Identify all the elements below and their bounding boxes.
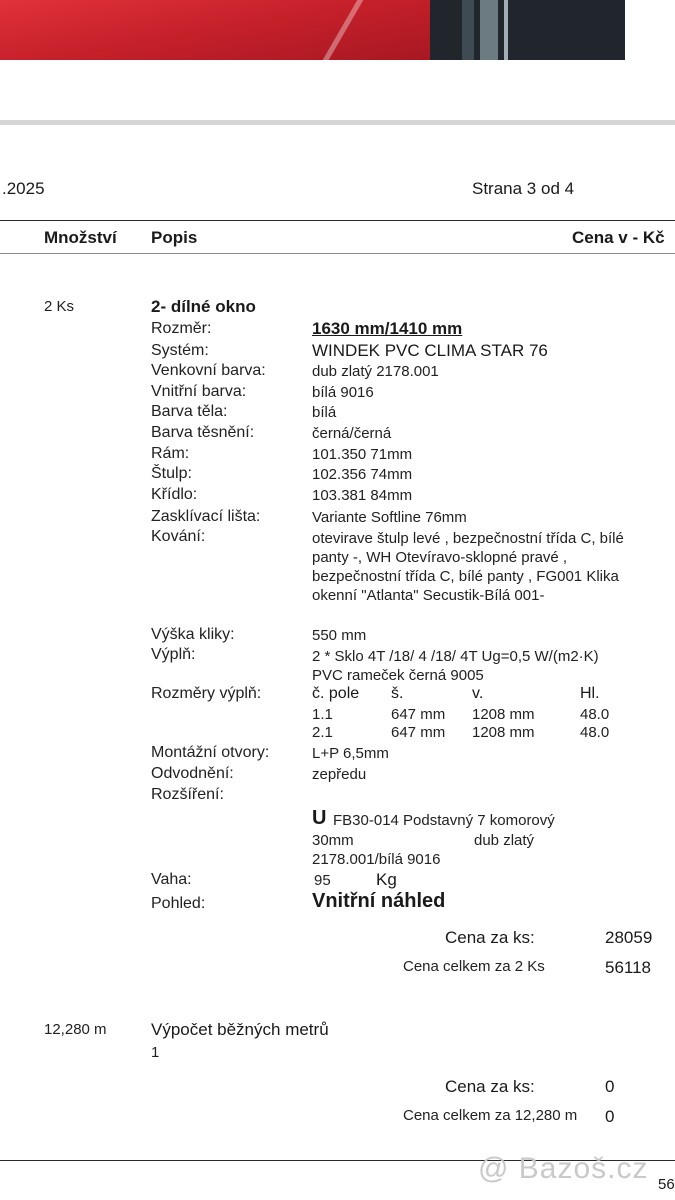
fill-row1-height: 1208 mm [472, 706, 535, 723]
product-photo [0, 0, 625, 60]
item1-total: 56118 [605, 958, 652, 977]
fill-row2-field: 2.1 [312, 724, 333, 741]
fill-row1-field: 1.1 [312, 706, 333, 723]
date-fragment: .2025 [2, 179, 45, 198]
item1-total-label: Cena celkem za 2 Ks [403, 958, 545, 975]
label-frame: Rám: [151, 445, 190, 462]
value-hardware: otevirave štulp levé , bezpečnostní třída C, bílé panty -, WH Otevíravo-sklopné pravé , bezpečnostní třída C, bílé panty , FG001 Klika okenní "Atlanta" Secustik-Bílá 001- [312, 530, 624, 604]
value-mullion: 102.356 74mm [312, 466, 413, 483]
value-drainage: zepředu [312, 766, 367, 783]
item2-total-label: Cena celkem za 12,280 m [403, 1107, 578, 1124]
item1-unit-price: 28059 [605, 928, 653, 947]
page-separator [0, 120, 675, 125]
value-weight-unit: Kg [376, 870, 397, 889]
label-handle-height: Výška kliky: [151, 626, 235, 643]
item2-total: 0 [605, 1107, 615, 1126]
value-seal-color: černá/černá [312, 425, 392, 442]
label-system: Systém: [151, 342, 209, 359]
label-hardware: Kování: [151, 528, 206, 545]
item1-quantity: 2 Ks [44, 298, 75, 315]
column-price: Cena v - Kč [572, 228, 665, 247]
column-description: Popis [151, 228, 198, 247]
value-handle-height: 550 mm [312, 627, 367, 644]
fill-row2-height: 1208 mm [472, 724, 535, 741]
label-glazing-bead: Zasklívací lišta: [151, 508, 261, 525]
extension-line1: FB30-014 Podstavný 7 komorový [333, 812, 555, 829]
label-body-color: Barva těla: [151, 403, 228, 420]
label-inner-color: Vnitřní barva: [151, 383, 247, 400]
table-header-bottom-rule [0, 253, 675, 254]
item2-sub: 1 [151, 1044, 160, 1061]
label-dimension: Rozměr: [151, 320, 212, 337]
item1-unit-price-label: Cena za ks: [445, 928, 535, 947]
watermark: @ Bazoš.cz [478, 1152, 649, 1185]
value-system: WINDEK PVC CLIMA STAR 76 [312, 341, 548, 360]
value-inner-color: bílá 9016 [312, 384, 374, 401]
label-weight: Vaha: [151, 871, 192, 888]
item2-title: Výpočet běžných metrů [151, 1020, 329, 1039]
label-sash: Křídlo: [151, 486, 198, 503]
label-extension: Rozšíření: [151, 786, 224, 803]
fill-table-header-height: v. [472, 685, 484, 702]
value-view: Vnitřní náhled [312, 890, 446, 912]
page-number: Strana 3 od 4 [472, 179, 575, 198]
value-weight: 95 [314, 872, 331, 889]
label-outer-color: Venkovní barva: [151, 362, 266, 379]
extension-mark: U [312, 807, 327, 829]
page-num-fragment: 56 [658, 1176, 675, 1193]
label-seal-color: Barva těsnění: [151, 424, 255, 441]
value-infill: 2 * Sklo 4T /18/ 4 /18/ 4T Ug=0,5 W/(m2·K) PVC rameček černá 9005 [312, 648, 599, 684]
value-outer-color: dub zlatý 2178.001 [312, 363, 439, 380]
label-infill: Výplň: [151, 646, 196, 663]
extension-line2a: 30mm [312, 832, 354, 849]
label-mullion: Štulp: [151, 465, 192, 482]
fill-row1-depth: 48.0 [580, 706, 610, 723]
value-dimension: 1630 mm/1410 mm [312, 319, 463, 338]
label-infill-dimensions: Rozměry výplň: [151, 685, 262, 702]
item2-quantity: 12,280 m [44, 1021, 107, 1038]
extension-line2b: dub zlatý [474, 832, 535, 849]
value-glazing-bead: Variante Softline 76mm [312, 509, 467, 526]
item2-unit-price: 0 [605, 1077, 615, 1096]
fill-row1-width: 647 mm [391, 706, 446, 723]
item1-title: 2- dílné okno [151, 297, 256, 316]
value-frame: 101.350 71mm [312, 446, 413, 463]
label-mounting-holes: Montážní otvory: [151, 744, 270, 761]
label-view: Pohled: [151, 895, 206, 912]
table-header-top-rule [0, 220, 675, 221]
item2-unit-price-label: Cena za ks: [445, 1077, 535, 1096]
value-mounting-holes: L+P 6,5mm [312, 745, 389, 762]
fill-table-header-depth: Hl. [580, 685, 600, 702]
value-body-color: bílá [312, 404, 337, 421]
label-drainage: Odvodnění: [151, 765, 234, 782]
value-sash: 103.381 84mm [312, 487, 413, 504]
fill-row2-width: 647 mm [391, 724, 446, 741]
fill-row2-depth: 48.0 [580, 724, 610, 741]
fill-table-header-width: š. [391, 685, 404, 702]
extension-line3: 2178.001/bílá 9016 [312, 851, 441, 868]
fill-table-header-field: č. pole [312, 685, 360, 702]
column-quantity: Množství [44, 228, 117, 247]
